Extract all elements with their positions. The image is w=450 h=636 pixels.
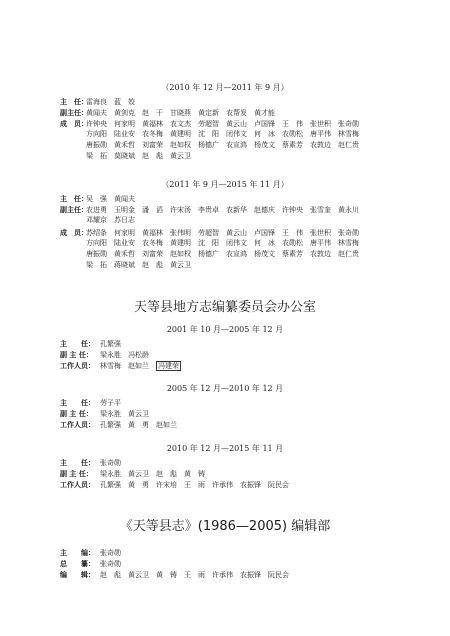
office-term1-period: 2001 年 10 月—2005 年 12 月 bbox=[166, 325, 284, 334]
row-label: 主 任： bbox=[60, 458, 95, 467]
row-label: 副主任： bbox=[60, 108, 88, 117]
committee2-members-row-cont: 梁 拓 蒋晓斌 赵 彪 黄云卫 bbox=[86, 261, 191, 269]
row-names: 孔繁强 bbox=[100, 340, 121, 348]
row-label: 成 员： bbox=[60, 119, 88, 128]
committee2-deputy-row-cont: 邓耀京 苏日志 bbox=[86, 216, 135, 224]
row-label: 工作人员： bbox=[60, 420, 95, 429]
row-names: 孔繁强 黄 勇 许宋培 王 雨 许承伟 农振锋 阮民会 bbox=[100, 481, 289, 489]
office-term2-director-row bbox=[60, 398, 121, 408]
row-names: 黄闻夫 黄剑克 赵 干 甘晓燕 黄定新 农帮发 黄才能 bbox=[86, 109, 275, 117]
row-names: 雷海良 蓝 姣 bbox=[86, 98, 135, 106]
committee2-members-row-cont: 唐振勋 黄禾哲 刘富荣 赵如权 杨德广 农宣鸿 杨茂文 蔡素芳 农敦边 赵仁贵 bbox=[86, 250, 359, 258]
row-label: 主 任： bbox=[60, 194, 88, 203]
committee2-period: （2011 年 9 月—2015 年 11 月） bbox=[161, 180, 289, 189]
editorial-chief-editor-row bbox=[60, 548, 121, 558]
row-names: 许钟央 何家明 黄福林 农文杰 劳超智 黄云山 卢国锋 王 伟 张世积 张奇勋 bbox=[86, 120, 359, 128]
office-term2-period: 2005 年 12 月—2010 年 12 月 bbox=[166, 384, 284, 393]
committee1-period: （2010 年 12 月—2011 年 9 月） bbox=[161, 83, 289, 92]
row-label: 副 主 任： bbox=[60, 469, 93, 478]
row-label: 成 员： bbox=[60, 228, 88, 237]
row-names: 赵 彪 黄云卫 黄 铸 王 雨 许承伟 农振锋 阮民会 bbox=[100, 571, 289, 579]
row-names: 劳子平 bbox=[100, 399, 121, 407]
row-label: 工作人员： bbox=[60, 361, 95, 370]
row-label: 主 任： bbox=[60, 398, 95, 407]
editorial-compiler-row bbox=[60, 559, 121, 569]
committee1-members-row-cont: 梁 拓 莫晓斌 赵 彪 黄云卫 bbox=[86, 152, 191, 160]
row-label: 总 纂： bbox=[60, 559, 95, 568]
boxed-name: 冯建荣 bbox=[158, 362, 179, 370]
row-names: 苏绍条 何家明 黄福林 张伟明 劳超智 黄云山 卢国锋 王 伟 张世积 张奇勋 bbox=[86, 229, 359, 237]
office-term3-staff-row bbox=[60, 480, 289, 490]
committee2-members-row bbox=[60, 228, 359, 238]
row-label: 主 任： bbox=[60, 339, 95, 348]
row-label: 副 主 任： bbox=[60, 350, 93, 359]
row-names: 农进勇 玉明金 潘 滔 许宋汤 李贵卓 农新华 赵德庆 许钟央 张雪奎 黄永川 bbox=[86, 206, 359, 214]
row-label: 副 主 任： bbox=[60, 409, 93, 418]
committee1-members-row-cont: 唐振勋 黄禾哲 刘富荣 赵如权 杨德广 农宣鸿 杨茂文 蔡素芳 农敦边 赵仁贵 bbox=[86, 141, 359, 149]
office-term3-deputy-row bbox=[60, 469, 205, 479]
office-term1-deputy-row bbox=[60, 350, 149, 360]
office-term1-staff-row bbox=[60, 361, 181, 371]
office-term3-period: 2010 年 12 月—2015 年 11 月 bbox=[166, 444, 284, 453]
row-names: 梁永胜 黄云卫 赵 彪 黄 铸 bbox=[100, 470, 205, 478]
row-label: 编 辑： bbox=[60, 570, 95, 579]
office-heading: 天等县地方志编纂委员会办公室 bbox=[133, 300, 316, 315]
committee2-director-row bbox=[60, 194, 135, 204]
row-label: 工作人员： bbox=[60, 480, 95, 489]
committee1-deputy-row bbox=[60, 108, 275, 118]
editorial-heading: 《天等县志》(1986—2005) 编辑部 bbox=[119, 519, 331, 534]
row-names: 梁永胜 黄云卫 bbox=[100, 410, 149, 418]
row-names: 林雪梅 赵如兰 bbox=[100, 362, 156, 370]
committee2-deputy-row bbox=[60, 205, 359, 215]
row-names: 梁永胜 冯松龄 bbox=[100, 351, 149, 359]
row-names: 孔繁强 黄 勇 赵如兰 bbox=[100, 421, 177, 429]
editorial-editors-row bbox=[60, 570, 289, 580]
office-term3-director-row bbox=[60, 458, 121, 468]
row-label: 主 编： bbox=[60, 548, 95, 557]
committee1-members-row bbox=[60, 119, 359, 129]
row-names: 张奇勋 bbox=[100, 560, 121, 568]
row-label: 副主任： bbox=[60, 205, 88, 214]
committee2-members-row-cont: 方向阳 陆业安 农冬梅 黄建明 沈 阳 闭伟文 何 冰 农勋松 唐平伟 林雪梅 bbox=[86, 239, 359, 247]
committee1-members-row-cont: 方向阳 陆业安 农冬梅 黄建明 沈 阳 闭伟文 何 冰 农勋松 唐平伟 林雪梅 bbox=[86, 130, 359, 138]
row-label: 主 任： bbox=[60, 97, 88, 106]
row-names: 张奇勋 bbox=[100, 459, 121, 467]
row-names: 张奇勋 bbox=[100, 549, 121, 557]
office-term1-director-row bbox=[60, 339, 121, 349]
row-names: 吴 强 黄闻夫 bbox=[86, 195, 135, 203]
office-term2-deputy-row bbox=[60, 409, 149, 419]
office-term2-staff-row bbox=[60, 420, 177, 430]
committee1-director-row bbox=[60, 97, 135, 107]
